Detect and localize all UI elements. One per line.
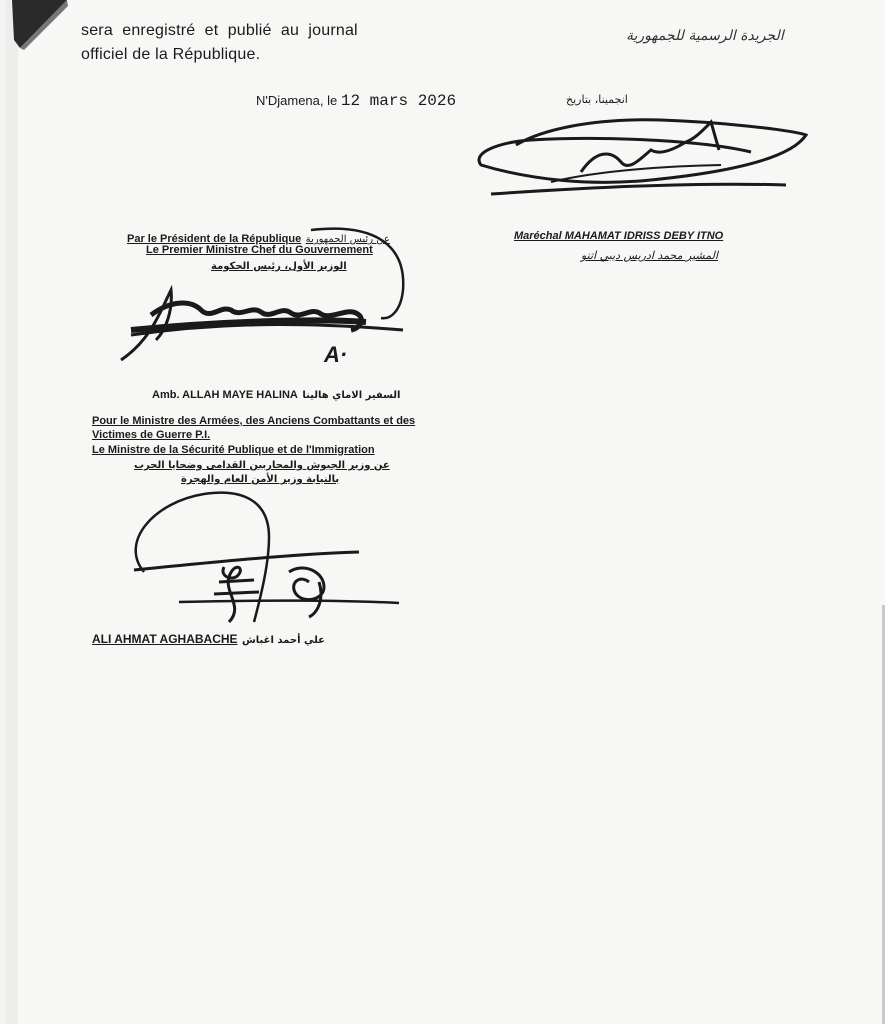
armies-line-3: Le Ministre de la Sécurité Publique et de l'Immigration: [92, 444, 375, 456]
armies-line-5-ar: بالنيابة وزير الأمن العام والهجرة: [181, 474, 340, 485]
armies-name-line: [92, 630, 325, 648]
pm-line-1-ar: عن رئيس الجمهورية: [305, 234, 390, 245]
folded-corner: [12, 0, 72, 55]
armies-name-ar: علي أحمد اغباش: [242, 635, 326, 646]
date-arabic: انجمينا، بتاريخ: [566, 93, 628, 106]
pm-line-2: Le Premier Ministre Chef du Gouvernement: [146, 244, 373, 256]
document-page: [6, 0, 885, 1024]
armies-line-1: Pour le Ministre des Armées, des Anciens Combattants et des: [92, 415, 416, 427]
pm-signature: [111, 210, 411, 370]
date-prefix: N'Djamena, le: [256, 93, 338, 108]
date-line: [256, 92, 456, 110]
armies-name: ALI AHMAT AGHABACHE: [92, 632, 238, 646]
armies-line-4-ar: عن وزير الجيوش والمحاربين القدامى وضحايا الحرب: [134, 460, 390, 471]
pm-line-3-ar: الوزير الأول، رئيس الحكومة: [211, 261, 347, 272]
president-signature: [471, 110, 811, 210]
pm-name: Amb. ALLAH MAYE HALINA: [152, 389, 298, 401]
body-line-1: sera enregistré et publié au journal: [81, 22, 358, 39]
armies-line-2: Victimes de Guerre P.I.: [92, 429, 211, 441]
pm-name-ar: السفير الاماي هالينا: [302, 390, 401, 401]
president-title-arabic: المشير محمد ادريس ديبي اتنو: [581, 249, 719, 262]
page-edge: [6, 0, 18, 1024]
president-title: Maréchal MAHAMAT IDRISS DEBY ITNO: [514, 230, 724, 242]
date-value: 12 mars 2026: [340, 92, 457, 110]
pm-line-1-fr: Par le Président de la République: [127, 233, 302, 245]
armies-signature: [124, 482, 414, 632]
body-line-2: officiel de la République.: [81, 46, 261, 63]
pm-mark: A·: [324, 342, 348, 367]
header-arabic: الجريدة الرسمية للجمهورية: [626, 28, 784, 44]
pm-name-line: [152, 385, 400, 403]
